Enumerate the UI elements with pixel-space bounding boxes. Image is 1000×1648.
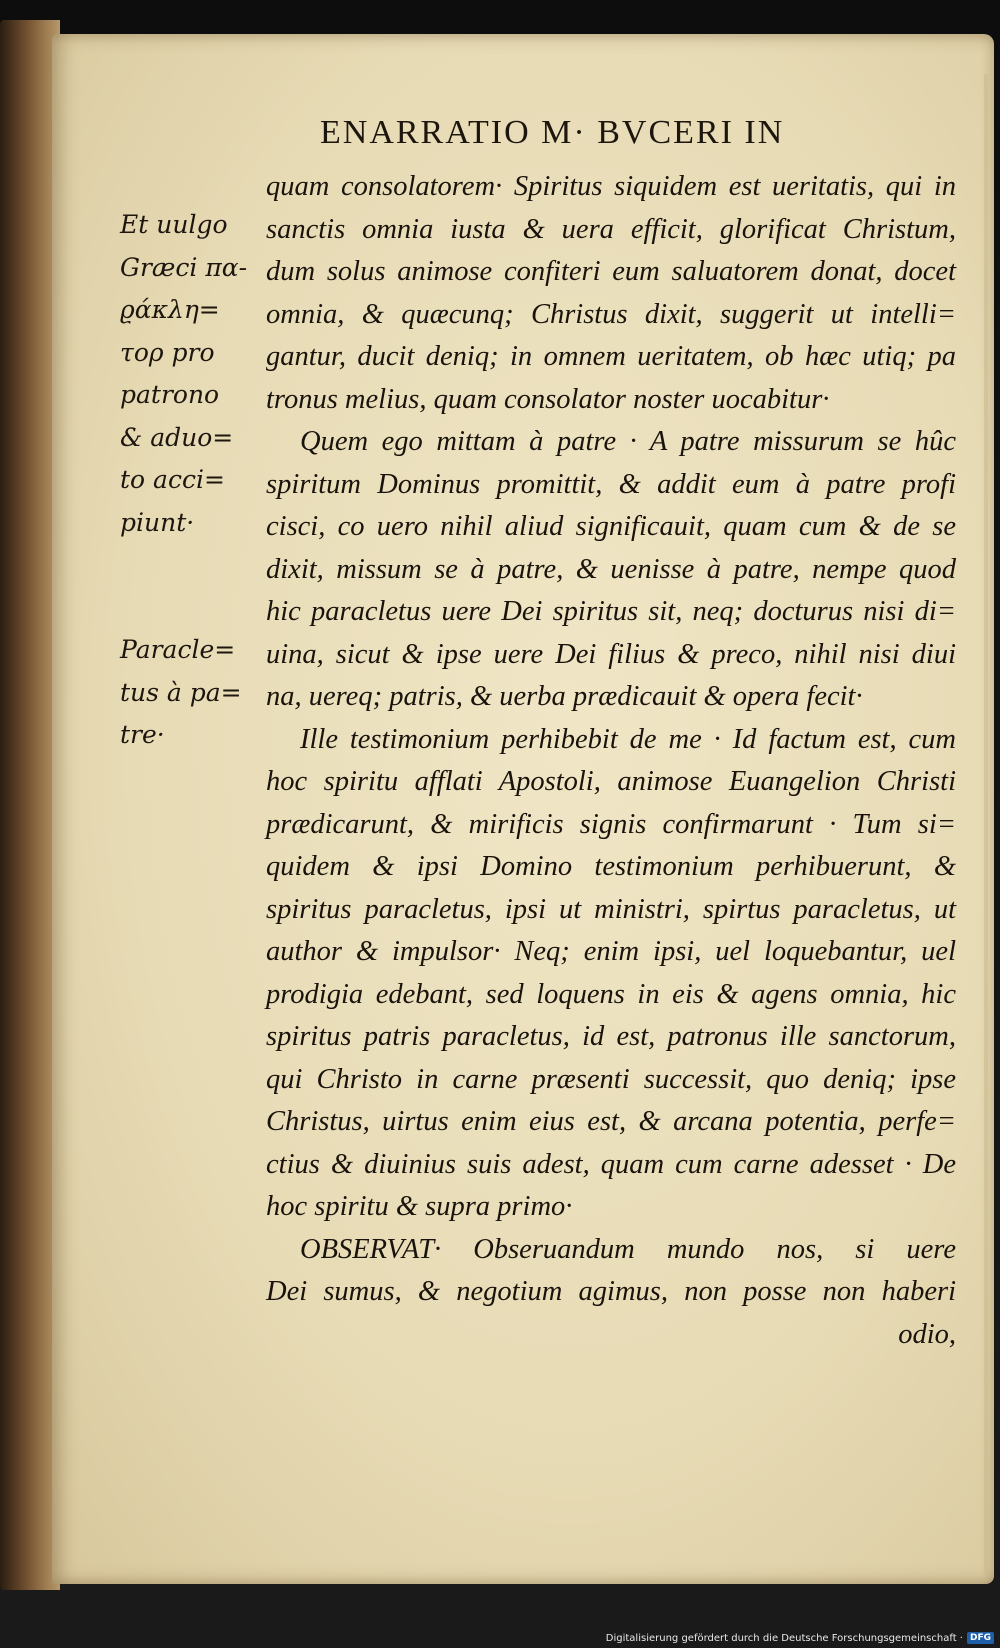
- body-line: cisci, co uero nihil aliud significauit, quam cum & de se: [266, 511, 956, 542]
- body-line: dixit, missum se à patre, & uenisse à patre, nempe quod: [266, 553, 956, 585]
- margin-spacer: [120, 587, 260, 630]
- body-line: hoc spiritu afflati Apostoli, animose Euangelion Christi: [266, 766, 956, 797]
- body-line: tronus melius, quam consolator noster uocabitur·: [266, 383, 830, 415]
- body-line: prodigia edebant, sed loquens in eis & agens omnia, hic: [266, 978, 956, 1010]
- body-line: omnia, & quæcunq; Christus dixit, suggerit ut intelli=: [266, 298, 956, 330]
- body-line: OBSERVAT· Obseruandum mundo nos, si uere: [300, 1233, 956, 1265]
- margin-note-line: & aduo=: [120, 422, 234, 452]
- body-line: hic paracletus uere Dei spiritus sit, neq; docturus nisi di=: [266, 596, 956, 627]
- body-line: uina, sicut & ipse uere Dei filius & preco, nihil nisi diui: [266, 638, 956, 670]
- margin-note-line: piunt·: [120, 507, 195, 537]
- body-line: spiritum Dominus promittit, & addit eum à patre profi: [266, 468, 956, 500]
- running-head: ENARRATIO M· BVCERI IN: [320, 114, 785, 151]
- body-line: qui Christo in carne præsenti successit, quo deniq; ipse: [266, 1063, 956, 1095]
- body-line: dum solus animose confiteri eum saluatorem donat, docet: [266, 256, 956, 287]
- margin-spacer: [120, 544, 260, 587]
- dfg-logo: DFG: [967, 1632, 994, 1644]
- margin-note-line: Et uulgo: [120, 210, 228, 239]
- body-line: Quem ego mittam à patre · A patre missurum se hûc: [300, 426, 956, 457]
- book-spine: [0, 20, 60, 1590]
- body-line: quam consolatorem· Spiritus siquidem est ueritatis, qui in: [266, 171, 956, 202]
- body-line: quidem & ipsi Domino testimonium perhibuerunt, &: [266, 851, 956, 882]
- body-line: author & impulsor· Neq; enim ipsi, uel loquebantur, uel: [266, 936, 956, 967]
- page-edge: [984, 74, 988, 1574]
- margin-note-line: to acci=: [120, 465, 225, 494]
- body-line: prædicarunt, & mirificis signis confirmarunt · Tum si=: [266, 808, 956, 840]
- body-line: Christus, uirtus enim eius est, & arcana potentia, perfe=: [266, 1106, 956, 1137]
- margin-note-line: tus à pa=: [120, 677, 242, 707]
- body-line: sanctis omnia iusta & uera efficit, glorificat Christum,: [266, 213, 956, 245]
- margin-note-line: patrono: [120, 380, 220, 409]
- body-line: Dei sumus, & negotium agimus, non posse non haberi: [266, 1276, 956, 1307]
- margin-note-line: ϱάκλη=: [120, 295, 220, 324]
- body-line: na, uereq; patris, & uerba prædicauit & opera fecit·: [266, 681, 863, 712]
- body-text: [266, 166, 956, 1356]
- margin-notes: [120, 204, 260, 757]
- margin-note-line: Paracle=: [120, 635, 236, 664]
- body-line: spiritus patris paracletus, id est, patronus ille sanctorum,: [266, 1021, 956, 1052]
- body-line: Ille testimonium perhibebit de me · Id factum est, cum: [300, 723, 956, 755]
- body-line: spiritus paracletus, ipsi ut ministri, spirtus paracletus, ut: [266, 893, 956, 925]
- body-line: gantur, ducit deniq; in omnem ueritatem, ob hæc utiq; pa: [266, 341, 956, 372]
- body-line: ctius & diuinius suis adest, quam cum carne adesset · De: [266, 1148, 956, 1180]
- catchword: odio,: [898, 1318, 956, 1350]
- body-line: hoc spiritu & supra primo·: [266, 1191, 573, 1222]
- margin-note-line: tre·: [120, 720, 165, 749]
- footer-credit: Digitalisierung gefördert durch die Deutsche Forschungsgemeinschaft ·: [605, 1632, 963, 1644]
- digitization-footer: [606, 1630, 994, 1646]
- margin-note-line: Græci πα-: [120, 252, 248, 282]
- margin-note-line: τορ pro: [120, 337, 215, 367]
